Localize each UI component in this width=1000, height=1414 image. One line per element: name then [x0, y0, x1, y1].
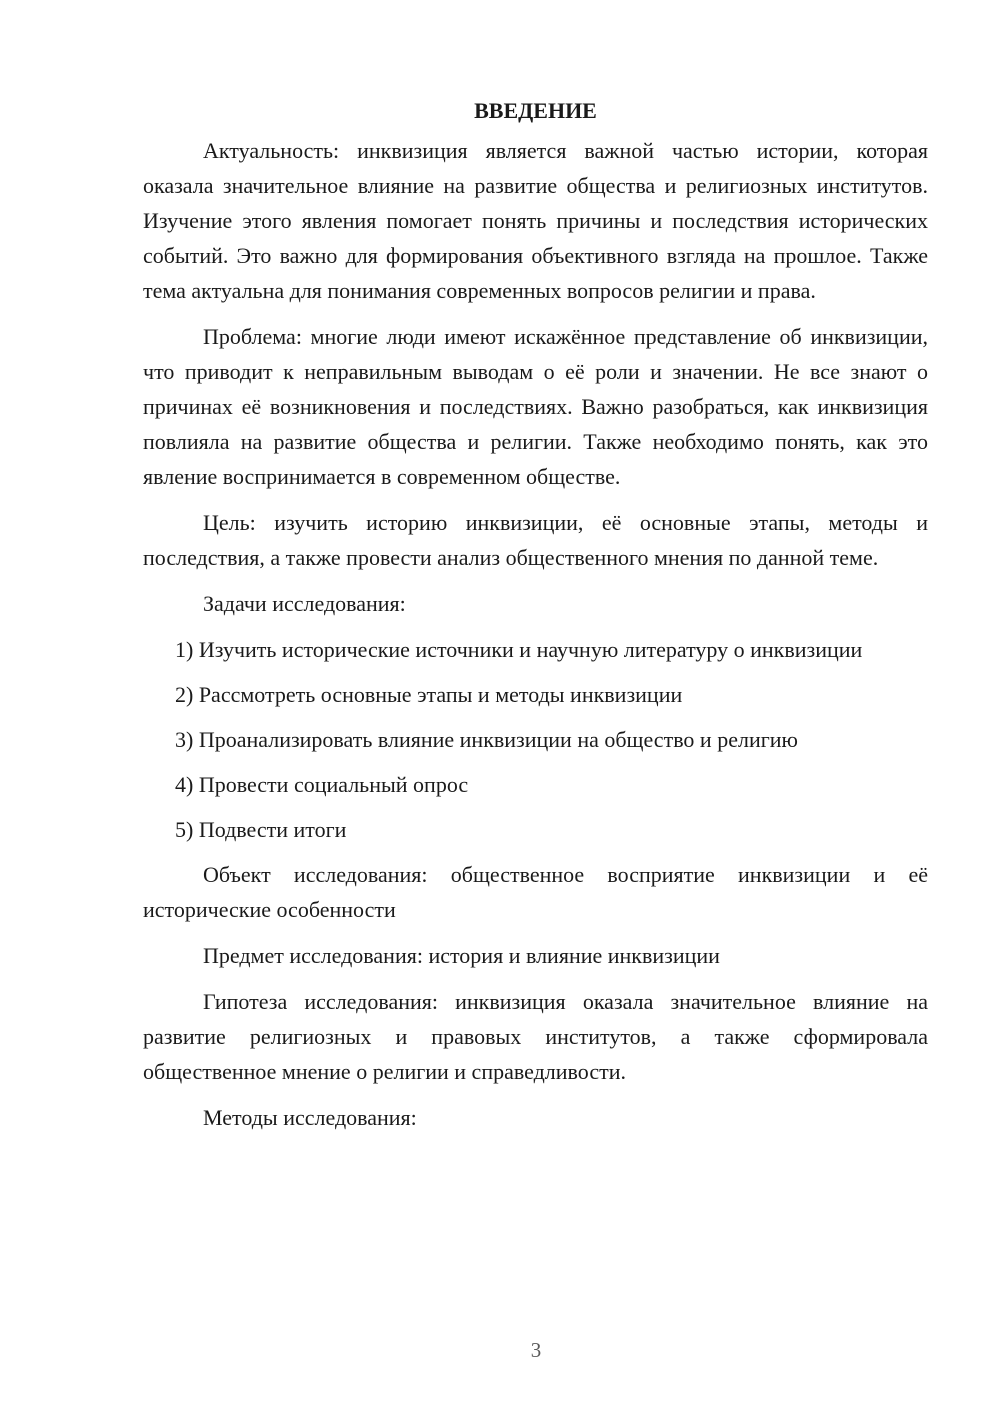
object-paragraph: Объект исследования: общественное восприятие инквизиции и её исторические особенности: [143, 862, 928, 922]
section-title: ВВЕДЕНИЕ: [474, 98, 597, 123]
page-number: 3: [530, 1338, 542, 1362]
hypothesis-paragraph: Гипотеза исследования: инквизиция оказала значительное влияние на развитие религиозных и правовых институтов, а также сформировала общественное мнение о религии и справедливости.: [143, 989, 928, 1084]
task-item-1: 1) Изучить исторические источники и научную литературу о инквизиции: [175, 637, 863, 662]
methods-heading: Методы исследования:: [203, 1105, 417, 1130]
problem-paragraph: Проблема: многие люди имеют искажённое представление об инквизиции, что приводит к неправильным выводам о её роли и значении. Не все знают о причинах её возникновения и последствиях. Важно разобраться, как инквизиция повлияла на развитие общества и религии. Также необходимо понять, как это явление воспринимается в современном обществе.: [143, 324, 928, 489]
relevance-paragraph: Актуальность: инквизиция является важной частью истории, которая оказала значительное влияние на развитие общества и религиозных институтов. Изучение этого явления помогает понять причины и последствия исторических событий. Это важно для формирования объективного взгляда на прошлое. Также тема актуальна для понимания современных вопросов религии и права.: [143, 138, 928, 303]
subject-paragraph: Предмет исследования: история и влияние инквизиции: [203, 943, 720, 968]
page-content: [143, 93, 928, 1146]
task-item-2: 2) Рассмотреть основные этапы и методы инквизиции: [175, 682, 683, 707]
task-item-5: 5) Подвести итоги: [175, 817, 347, 842]
tasks-heading: Задачи исследования:: [203, 591, 406, 616]
task-item-3: 3) Проанализировать влияние инквизиции на общество и религию: [175, 727, 798, 752]
task-item-4: 4) Провести социальный опрос: [175, 772, 469, 797]
goal-paragraph: Цель: изучить историю инквизиции, её основные этапы, методы и последствия, а также провести анализ общественного мнения по данной теме.: [143, 510, 928, 570]
